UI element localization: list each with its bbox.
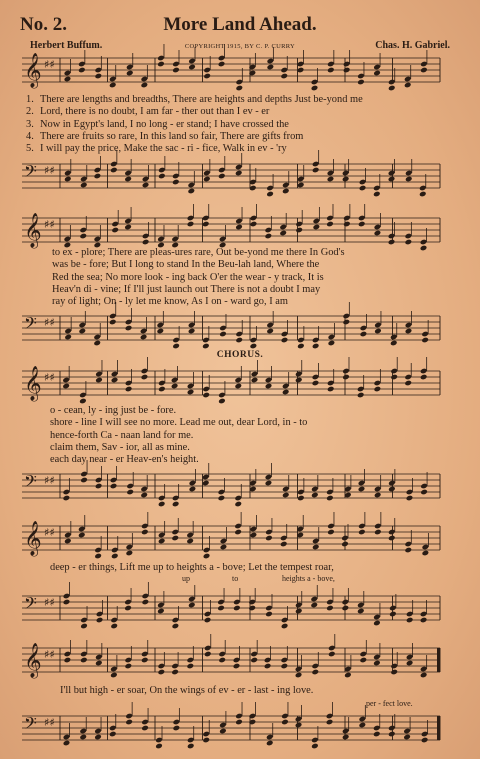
note-head	[111, 377, 119, 384]
note-head	[189, 486, 197, 493]
treble-staff-1	[0, 52, 480, 92]
note-head	[95, 660, 103, 667]
note-head	[218, 61, 226, 68]
lyric-line: deep - er things, Lift me up to heights a - bove; Let the tempest roar,	[50, 562, 334, 573]
note-head	[172, 623, 180, 630]
note-head	[360, 331, 368, 338]
note-head	[388, 731, 396, 738]
note-head	[64, 334, 72, 341]
note-head	[142, 239, 150, 246]
note-head	[110, 623, 118, 630]
bass-lyric: per - fect love.	[366, 699, 413, 708]
verse-lyrics-block	[52, 247, 480, 308]
note-head	[62, 383, 70, 390]
note-head	[311, 492, 319, 499]
note-head	[140, 334, 148, 341]
bass-staff-5	[0, 710, 480, 750]
note-head	[265, 383, 273, 390]
note-head	[188, 602, 196, 609]
note-head	[341, 541, 349, 548]
note-head	[202, 737, 210, 744]
note-head	[343, 319, 351, 326]
note-head	[233, 663, 241, 670]
note-head	[158, 173, 166, 180]
note-head	[406, 495, 414, 502]
note-head	[124, 224, 132, 231]
note-head	[219, 331, 227, 338]
note-head	[280, 541, 288, 548]
note-head	[281, 663, 289, 670]
note-head	[282, 492, 290, 499]
note-head	[357, 79, 365, 86]
note-head	[188, 64, 196, 71]
note-head	[157, 61, 165, 68]
note-head	[282, 188, 290, 195]
note-head	[358, 529, 366, 536]
note-head	[328, 651, 336, 658]
note-head	[357, 608, 365, 615]
note-head	[235, 383, 243, 390]
key-signature-icon: ♯♯	[44, 316, 55, 329]
note-head	[126, 550, 134, 557]
note-head	[250, 221, 258, 228]
key-signature-icon: ♯♯	[44, 58, 55, 71]
note-head	[267, 64, 275, 71]
note-head	[64, 176, 72, 183]
note-head	[404, 82, 412, 89]
note-head	[186, 538, 194, 545]
note-head	[295, 227, 303, 234]
note-head	[312, 167, 320, 174]
note-head	[419, 191, 427, 198]
bass-clef-icon: 𝄢	[24, 593, 37, 617]
note-head	[327, 176, 335, 183]
note-head	[374, 328, 382, 335]
note-head	[390, 669, 398, 676]
note-head	[235, 337, 243, 344]
verse-line: 5. I will pay the price, Make the sac - ri - fice, Walk in ev - 'ry	[26, 143, 287, 155]
key-signature-icon: ♯♯	[44, 526, 55, 539]
bass-staff-4	[0, 590, 480, 630]
note-head	[96, 617, 104, 624]
note-head	[188, 188, 196, 195]
key-signature-icon: ♯♯	[44, 474, 55, 487]
note-head	[218, 398, 226, 405]
note-head	[328, 340, 336, 347]
note-head	[202, 392, 210, 399]
note-head	[281, 623, 289, 630]
note-head	[342, 734, 350, 741]
note-head	[297, 495, 305, 502]
note-head	[64, 76, 72, 83]
note-head	[388, 486, 396, 493]
note-head	[234, 501, 242, 508]
note-head	[157, 608, 165, 615]
note-head	[421, 337, 429, 344]
note-head	[219, 728, 227, 735]
note-head	[173, 725, 181, 732]
note-head	[405, 547, 413, 554]
note-head	[250, 657, 258, 664]
lyric-line: shore - line I will see no more. Lead me out, dear Lord, in - to	[50, 417, 308, 429]
note-head	[327, 67, 335, 74]
note-head	[172, 179, 180, 186]
treble-staff-4	[0, 520, 480, 560]
note-head	[282, 389, 290, 396]
bass-clef-icon: 𝄢	[24, 313, 37, 337]
note-head	[141, 82, 149, 89]
note-head	[109, 82, 117, 89]
note-head	[124, 605, 132, 612]
note-head	[295, 672, 303, 679]
note-head	[358, 221, 366, 228]
note-head	[420, 617, 428, 624]
chorus-label: CHORUS.	[216, 350, 264, 360]
note-head	[187, 221, 195, 228]
note-head	[266, 740, 274, 747]
note-head	[80, 182, 88, 189]
note-head	[297, 182, 305, 189]
note-head	[265, 611, 273, 618]
bass-lyric: heights a - bove,	[282, 574, 335, 583]
note-head	[158, 669, 166, 676]
note-head	[141, 529, 149, 536]
key-signature-icon: ♯♯	[44, 716, 55, 729]
note-head	[265, 233, 273, 240]
key-signature-icon: ♯♯	[44, 164, 55, 177]
bass-staff-2	[0, 310, 480, 350]
bass-staff-1	[0, 158, 480, 198]
note-head	[295, 722, 303, 729]
note-head	[265, 480, 273, 487]
note-head	[125, 663, 133, 670]
note-head	[172, 501, 180, 508]
verse-line: 2. Lord, there is no doubt, I am far - ther out than I ev - er	[26, 106, 270, 118]
note-head	[403, 734, 411, 741]
note-head	[171, 383, 179, 390]
note-head	[142, 599, 150, 606]
key-signature-icon: ♯♯	[44, 596, 55, 609]
note-head	[109, 319, 117, 326]
note-head	[124, 176, 132, 183]
note-head	[404, 380, 412, 387]
note-head	[110, 483, 118, 490]
note-head	[94, 553, 102, 560]
note-head	[64, 657, 72, 664]
note-head	[187, 743, 195, 750]
note-head	[422, 550, 430, 557]
note-head	[155, 743, 163, 750]
note-head	[312, 380, 320, 387]
note-head	[110, 672, 118, 679]
verse-line: 3. Now in Egypt's land, I no long - er stand; I have crossed the	[26, 118, 289, 130]
note-head	[264, 663, 272, 670]
note-head	[389, 611, 397, 618]
note-head	[142, 182, 150, 189]
note-head	[111, 227, 119, 234]
note-head	[80, 623, 88, 630]
verse-line: was be - fore; But I long to stand In the Beu-lah land, Where the	[52, 259, 320, 271]
note-head	[78, 532, 86, 539]
note-head	[125, 386, 133, 393]
treble-clef-icon: 𝄞	[24, 643, 42, 678]
note-head	[312, 544, 320, 551]
note-head	[373, 660, 381, 667]
note-head	[311, 85, 319, 92]
note-head	[280, 73, 288, 80]
hymn-title: More Land Ahead.	[163, 14, 317, 35]
note-head	[297, 343, 305, 350]
note-head	[343, 67, 351, 74]
note-head	[202, 221, 210, 228]
note-head	[405, 176, 413, 183]
note-head	[359, 657, 367, 664]
note-head	[342, 374, 350, 381]
bass-staff-3	[0, 468, 480, 508]
note-head	[235, 719, 243, 726]
note-head	[406, 617, 414, 624]
note-head	[281, 337, 289, 344]
note-head	[158, 501, 166, 508]
note-head	[187, 663, 195, 670]
note-head	[373, 731, 381, 738]
note-head	[64, 538, 72, 545]
note-head	[80, 657, 88, 664]
note-head	[406, 660, 414, 667]
verse-line: Red the sea; No more look - ing back O'er the wear - y track, It is	[52, 271, 324, 283]
note-head	[141, 374, 149, 381]
hymn-composer: Chas. H. Gabriel.	[375, 40, 450, 51]
note-head	[233, 605, 241, 612]
note-head	[172, 343, 180, 350]
treble-staff-3	[0, 365, 480, 405]
note-head	[373, 191, 381, 198]
key-signature-icon: ♯♯	[44, 218, 55, 231]
note-head	[203, 73, 211, 80]
note-head	[373, 70, 381, 77]
note-head	[187, 389, 195, 396]
lyric-line: o - cean, ly - ing just be - fore.	[50, 405, 177, 416]
note-head	[95, 377, 103, 384]
treble-clef-icon: 𝄞	[24, 213, 42, 248]
hymn-number: No. 2.	[20, 14, 67, 35]
note-head	[388, 239, 396, 246]
note-head	[344, 672, 352, 679]
note-head	[266, 191, 274, 198]
note-head	[79, 734, 87, 741]
note-head	[312, 343, 320, 350]
note-head	[326, 495, 334, 502]
final-bar-line	[437, 648, 440, 672]
note-head	[158, 538, 166, 545]
note-head	[250, 343, 258, 350]
note-head	[171, 669, 179, 676]
note-head	[218, 495, 226, 502]
note-head	[218, 173, 226, 180]
note-head	[313, 224, 321, 231]
note-head	[326, 719, 334, 726]
verse-line: 1. There are lengths and breadths, There are heights and depths Just be-yond me	[26, 94, 363, 105]
note-head	[250, 532, 258, 539]
note-head	[326, 221, 334, 228]
note-head	[266, 328, 274, 335]
bass-lyric: up	[182, 574, 190, 583]
note-head	[79, 328, 87, 335]
verse-line: Heav'n di - vine; If I'll just launch out There is not a doubt I may	[52, 283, 321, 295]
lyric-line: claim them, Sav - ior, all as mine.	[50, 441, 190, 453]
note-head	[78, 67, 86, 74]
note-head	[420, 672, 428, 679]
treble-clef-icon: 𝄞	[24, 53, 42, 88]
note-head	[63, 740, 71, 747]
note-head	[141, 657, 149, 664]
note-head	[374, 529, 382, 536]
note-head	[405, 328, 413, 335]
note-head	[94, 734, 102, 741]
note-head	[158, 386, 166, 393]
bass-clef-icon: 𝄢	[24, 713, 37, 737]
note-head	[79, 398, 87, 405]
note-head	[374, 230, 382, 237]
note-head	[359, 722, 367, 729]
note-head	[234, 529, 242, 536]
note-head	[235, 170, 243, 177]
note-head	[126, 489, 134, 496]
lyric-line: hence-forth Ca - naan land for me.	[50, 429, 194, 441]
note-head	[172, 67, 180, 74]
note-head	[251, 377, 259, 384]
treble-clef-icon: 𝄞	[24, 521, 42, 556]
note-head	[203, 176, 211, 183]
treble-staff-5	[0, 642, 480, 682]
note-head	[202, 480, 210, 487]
bass-lyric: to	[232, 574, 239, 583]
bass-clef-icon: 𝄢	[24, 471, 37, 495]
key-signature-icon: ♯♯	[44, 648, 55, 661]
note-head	[93, 340, 101, 347]
note-head	[388, 176, 396, 183]
note-head	[388, 85, 396, 92]
note-head	[390, 374, 398, 381]
bass-clef-icon: 𝄢	[24, 161, 37, 185]
note-head	[373, 620, 381, 627]
note-head	[281, 719, 289, 726]
note-head	[390, 340, 398, 347]
verse-line: 4. There are fruits so rare, In this land so fair, There are gifts from	[26, 130, 304, 142]
final-bar-line	[437, 716, 440, 740]
note-head	[420, 374, 428, 381]
note-head	[279, 230, 287, 237]
note-head	[157, 328, 165, 335]
note-head	[80, 477, 88, 484]
note-head	[421, 737, 429, 744]
note-head	[140, 492, 148, 499]
note-head	[111, 553, 119, 560]
note-head	[420, 67, 428, 74]
note-head	[63, 495, 71, 502]
note-head	[220, 544, 228, 551]
note-head	[295, 377, 303, 384]
note-head	[326, 605, 334, 612]
note-head	[125, 325, 133, 332]
note-head	[202, 343, 210, 350]
hymn-author: Herbert Buffum.	[30, 40, 103, 51]
note-head	[79, 233, 87, 240]
note-head	[141, 725, 149, 732]
treble-staff-2	[0, 212, 480, 252]
treble-clef-icon: 𝄞	[24, 366, 42, 401]
note-head	[358, 486, 366, 493]
note-head	[311, 669, 319, 676]
note-head	[248, 605, 256, 612]
note-head	[359, 185, 367, 192]
note-head	[388, 535, 396, 542]
copyright-notice: COPYRIGHT 1915, BY C. P. CURRY	[184, 43, 296, 50]
note-head	[327, 386, 335, 393]
note-head	[125, 719, 133, 726]
note-head	[374, 492, 382, 499]
note-head	[405, 239, 413, 246]
note-head	[204, 651, 212, 658]
note-head	[204, 617, 212, 624]
note-head	[420, 489, 428, 496]
note-head	[95, 73, 103, 80]
chorus-lyrics-block	[50, 405, 480, 466]
note-head	[311, 743, 319, 750]
note-head	[203, 553, 211, 560]
note-head	[265, 535, 273, 542]
lyric-line: I'll but high - er soar, On the wings of ev - er - last - ing love.	[60, 685, 314, 696]
verse-lyrics-block	[26, 94, 456, 155]
note-head	[374, 386, 382, 393]
note-head	[218, 657, 226, 664]
note-head	[357, 392, 365, 399]
note-head	[171, 535, 179, 542]
note-head	[188, 328, 196, 335]
key-signature-icon: ♯♯	[44, 371, 55, 384]
note-head	[109, 731, 117, 738]
note-head	[342, 605, 350, 612]
note-head	[310, 602, 318, 609]
note-head	[295, 608, 303, 615]
note-head	[342, 176, 350, 183]
note-head	[343, 221, 351, 228]
note-head	[94, 173, 102, 180]
note-head	[327, 529, 335, 536]
note-head	[235, 224, 243, 231]
note-head	[63, 599, 71, 606]
verse-line: to ex - plore; There are pleas-ures rare, Out be-yond me there In God's	[52, 247, 345, 258]
note-head	[217, 605, 225, 612]
verse-line: ray of light; On - ly let me know, As I on - ward go, I am	[52, 296, 288, 308]
note-head	[95, 483, 103, 490]
note-head	[126, 70, 134, 77]
lyric-line: each day near - er Heav-en's height.	[50, 454, 199, 466]
note-head	[110, 167, 118, 174]
note-head	[236, 85, 244, 92]
